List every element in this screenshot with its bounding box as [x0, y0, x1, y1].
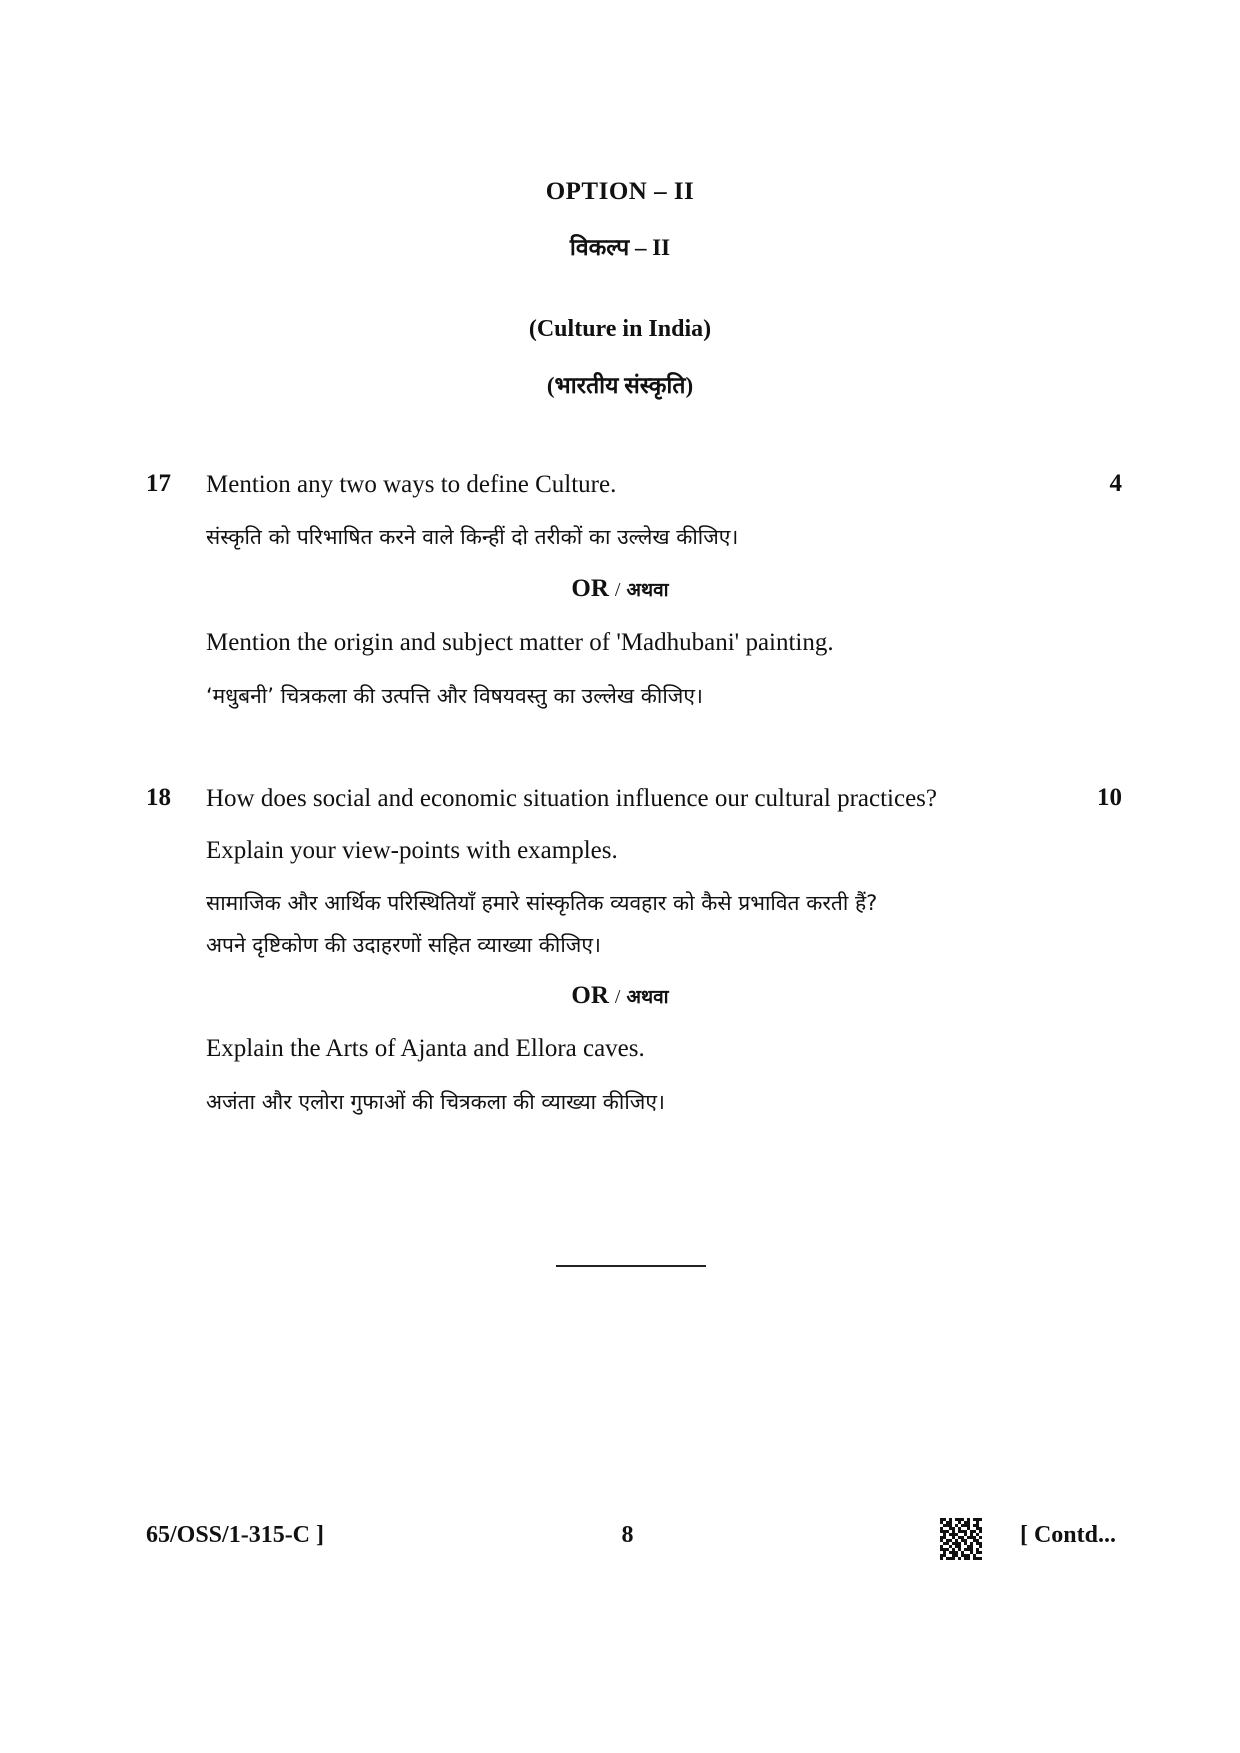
or-separator: /: [614, 986, 621, 1008]
question-marks: 4: [1109, 470, 1122, 497]
or-divider: [0, 575, 1240, 603]
or-label: OR: [571, 982, 609, 1009]
alternative-question-text: Mention the origin and subject matter of 'Madhubani' painting.: [206, 629, 834, 656]
or-separator: /: [614, 579, 621, 601]
question-text: Mention any two ways to define Culture.: [206, 471, 617, 498]
question-text-line-1: How does social and economic situation influence our cultural practices?: [206, 785, 937, 812]
option-heading-hindi: विकल्प – II: [569, 235, 671, 260]
option-heading: OPTION – II: [545, 178, 695, 205]
question-marks: 10: [1097, 784, 1122, 811]
or-label-hindi: अथवा: [626, 986, 669, 1008]
section-title: (Culture in India): [528, 316, 712, 342]
question-text-hindi: संस्कृति को परिभाषित करने वाले किन्हीं दो तरीकों का उल्लेख कीजिए।: [206, 525, 739, 549]
or-label: OR: [571, 575, 609, 602]
or-divider: [0, 982, 1240, 1010]
section-title-hindi: (भारतीय संस्कृति): [546, 373, 694, 398]
question-number: 17: [146, 470, 171, 497]
question-text-line-2: Explain your view-points with examples.: [206, 837, 618, 864]
or-label-hindi: अथवा: [626, 579, 669, 601]
question-text-hindi-line-1: सामाजिक और आर्थिक परिस्थितियाँ हमारे सांस्कृतिक व्यवहार को कैसे प्रभावित करती हैं?: [206, 891, 878, 915]
continued-label: [ Contd...: [1019, 1522, 1116, 1548]
qr-code-icon: [940, 1518, 982, 1560]
alternative-question-text: Explain the Arts of Ajanta and Ellora caves.: [206, 1035, 645, 1062]
question-number: 18: [146, 784, 171, 811]
paper-code: 65/OSS/1-315-C ]: [146, 1522, 325, 1548]
end-of-section-rule: [556, 1265, 706, 1267]
alternative-question-text-hindi: अजंता और एलोरा गुफाओं की चित्रकला की व्याख्या कीजिए।: [206, 1090, 665, 1114]
page-number: 8: [621, 1522, 634, 1548]
question-text-hindi-line-2: अपने दृष्टिकोण की उदाहरणों सहित व्याख्या कीजिए।: [206, 933, 601, 957]
alternative-question-text-hindi: ‘मधुबनी’ चित्रकला की उत्पत्ति और विषयवस्तु का उल्लेख कीजिए।: [206, 684, 703, 708]
